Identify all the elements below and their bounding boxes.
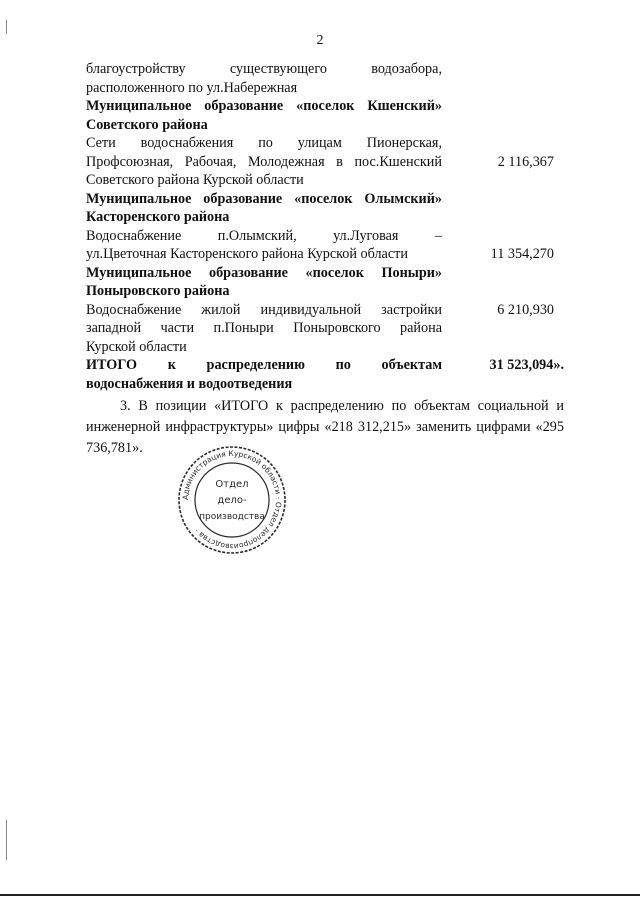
funding-table (86, 60, 564, 393)
total-line: водоснабжения и водоотведения (86, 375, 293, 392)
amendment-paragraph: 3. В позиции «ИТОГО к распределению по объектам социальной и инженерной инфраструктуры» цифры «218 312,215» заменить цифрами «295 736,781». (86, 398, 564, 456)
heading-line: Советского района (86, 116, 208, 133)
stamp-center-line: производства (199, 512, 265, 522)
table-row (86, 227, 564, 264)
municipality-heading (86, 97, 442, 134)
total-description (86, 356, 442, 393)
item-line: ул.Цветочная Касторенского района Курской области (86, 246, 408, 262)
scan-mark (6, 20, 7, 34)
table-row (86, 60, 564, 97)
item-line: Водоснабжение жилой индивидуальной застройки (86, 301, 442, 318)
municipality-heading (86, 264, 442, 301)
heading-line: Муниципальное образование «поселок Поныри» (86, 264, 442, 281)
item-line: благоустройству существующего водозабора, (86, 61, 442, 77)
stamp-center-line: дело- (217, 495, 247, 506)
municipality-heading (86, 190, 442, 227)
item-line: расположенного по ул.Набережная (86, 79, 298, 96)
stamp-ring-textpath: Администрация Курской области · Отдел делопроизводства · (180, 448, 284, 552)
heading-line: Касторенского района (86, 209, 230, 225)
item-line: Сети водоснабжения по улицам Пионерская, (86, 135, 442, 151)
item-line: Советского района Курской области (86, 172, 304, 188)
item-description (86, 60, 442, 97)
page-bottom-edge (0, 894, 640, 896)
heading-line: Муниципальное образование «поселок Олымский» (86, 190, 442, 207)
total-row (86, 356, 564, 393)
item-amount: 11 354,270 (490, 246, 554, 262)
item-line: Профсоюзная, Рабочая, Молодежная в пос.Кшенский (86, 153, 442, 170)
heading-line: Муниципальное образование «поселок Кшенский» (86, 98, 442, 114)
item-amount: 2 116,367 (497, 153, 554, 170)
table-row (86, 134, 564, 190)
heading-line: Поныровского района (86, 283, 230, 299)
stamp-center-line: Отдел (215, 479, 249, 490)
item-description (86, 134, 442, 190)
scan-mark (6, 820, 7, 860)
item-description (86, 227, 442, 264)
item-amount: 6 210,930 (497, 301, 554, 318)
total-line: ИТОГО к распределению по объектам (86, 357, 442, 373)
page-number: 2 (316, 33, 324, 48)
item-description (86, 301, 442, 357)
item-line: западной части п.Поныри Поныровского района (86, 320, 442, 336)
item-line: Водоснабжение п.Олымский, ул.Луговая – (86, 227, 442, 244)
office-stamp (177, 445, 287, 555)
table-row (86, 301, 564, 357)
total-amount: 31 523,094». (489, 357, 564, 373)
item-line: Курской области (86, 338, 187, 355)
